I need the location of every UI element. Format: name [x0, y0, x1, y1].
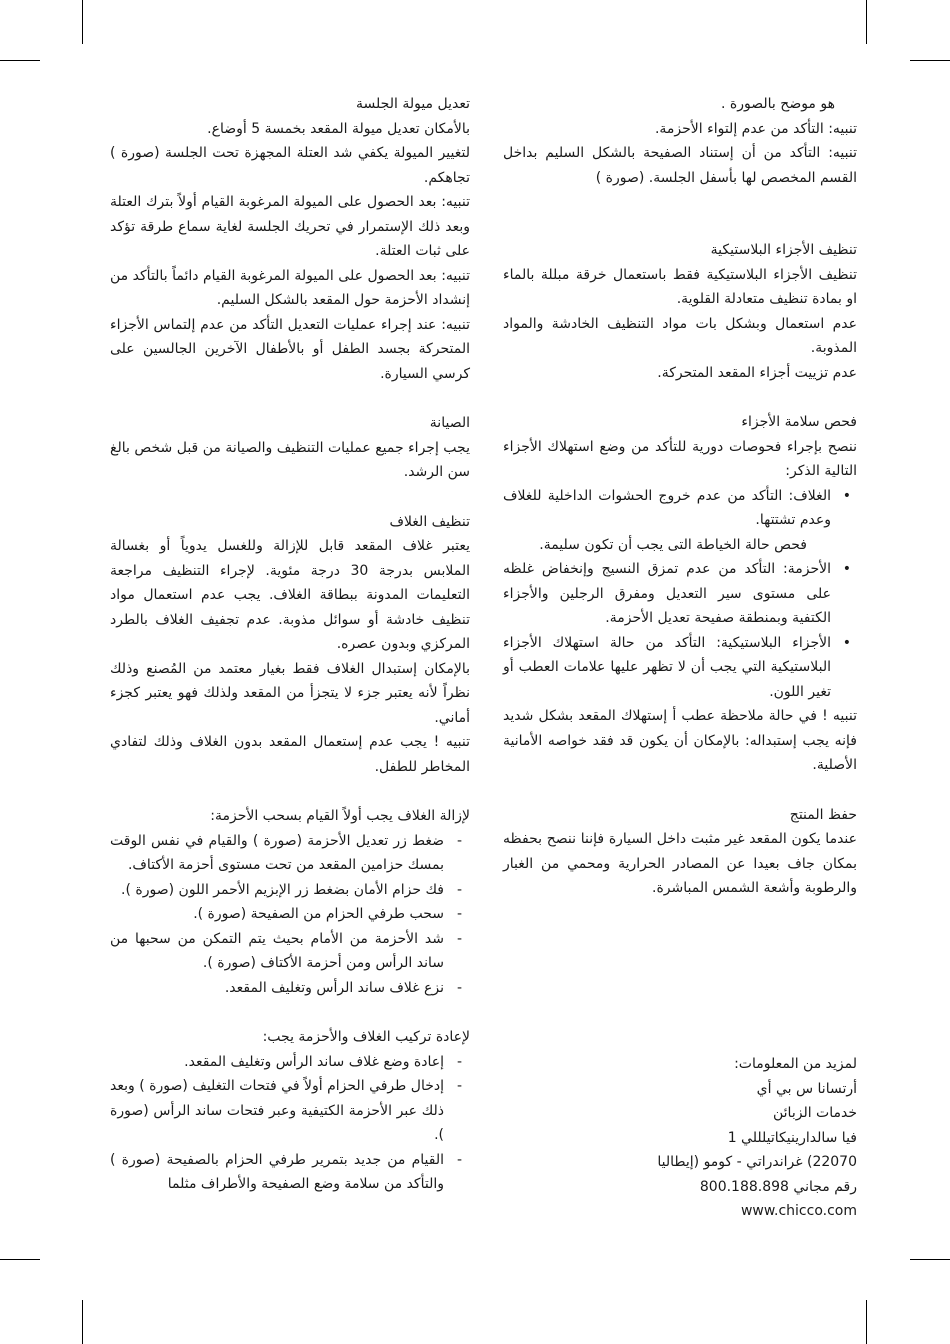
crop-mark-top-right-h	[910, 60, 950, 61]
crop-mark-bottom-right	[866, 1300, 867, 1344]
section-title-recline: تعديل ميولة الجلسة	[356, 96, 470, 112]
section-title-plastic-cleaning: تنظيف الأجزاء البلاستيكية	[710, 242, 857, 258]
cover-cleaning-paragraph: بالإمكان إستبدال الغلاف فقط بغيار معتمد من المُصنع وذلك نظراً لأنه يعتبر جزء لا يتجزأ من المقعد ولذلك فهو يعتبر كجزء أماني.	[110, 660, 470, 726]
section-title-cover-refit: لإعادة تركيب الغلاف والأحزمة يجب:	[262, 1029, 470, 1045]
recline-paragraph: بالأمكان تعديل ميولة المقعد بخمسة 5 أوضاع.	[207, 120, 470, 137]
list-item: - القيام من جديد بتمرير طرفي الحزام بالصفيحة (صورة ) والتأكد من سلامة وضع الصفيحة والأطراف مثلما	[110, 1148, 470, 1197]
recline-section	[110, 92, 470, 386]
crop-mark-bottom-left-h	[0, 1259, 40, 1260]
contact-block	[600, 1052, 857, 1224]
right-column	[503, 92, 857, 901]
maintenance-section	[110, 411, 470, 485]
section-title-parts-check: فحص سلامة الأجزاء	[741, 414, 857, 430]
parts-check-warning: تنبيه ! في حالة ملاحظة عطب أ إستهلاك المقعد بشكل شديد فإنه يجب إستبداله: بالإمكان أن يكون قد فقد خواصه الأمانية الأصلية.	[503, 708, 857, 773]
parts-check-intro: ننصح بإجراء فحوصات دورية للتأكد من وضع استهلاك الأجزاء التالية الذكر:	[503, 438, 857, 479]
cover-cleaning-section	[110, 510, 470, 780]
crop-mark-top-left	[82, 0, 83, 44]
section-title-cover-cleaning: تنظيف الغلاف	[389, 513, 470, 530]
crop-mark-bottom-left	[82, 1300, 83, 1344]
parts-check-section	[503, 410, 857, 778]
plastic-cleaning-paragraph: عدم تزييت أجزاء المقعد المتحركة.	[657, 364, 857, 381]
crop-mark-top-left-h	[0, 60, 40, 61]
contact-website-link[interactable]: www.chicco.com	[740, 1203, 857, 1219]
contact-department: خدمات الزبائن	[773, 1105, 857, 1121]
recline-paragraph: تنبيه: بعد الحصول على الميولة المرغوبة القيام دائماً بالتأكد من إنشداد الأحزمة حول المقعد بالشكل السليم.	[110, 267, 470, 308]
parts-check-sub-note: فحص حالة الخياطة التى يجب أن تكون سليمة.	[539, 536, 807, 553]
storage-text: عندما يكون المقعد غير مثبت داخل السيارة فإننا ننصح بحفظه بمكان جاف بعيدا عن المصادر الحرارية ومحمي من الغبار والرطوبة وأشعة الشمس المباشرة.	[503, 831, 857, 896]
cover-removal-section	[110, 804, 470, 1000]
parts-check-list-2	[503, 557, 857, 704]
recline-paragraph: تنبيه: عند إجراء عمليات التعديل التأكد من عدم إلتماس الأجزاء المتحركة بجسد الطفل أو بالأطفال الآخرين الجالسين على كرسي السيارة.	[110, 316, 470, 382]
crop-mark-bottom-right-h	[910, 1259, 950, 1260]
plastic-cleaning-paragraph: تنظيف الأجزاء البلاستيكية فقط باستعمال خرقة مبللة بالماء او بمادة تنظيف متعادلة القلوية.	[503, 266, 857, 307]
parts-check-list	[503, 484, 857, 533]
contact-company: أرتسانا س بي أي	[756, 1080, 857, 1097]
cover-cleaning-paragraph: يعتبر غلاف المقعد قابل للإزالة وللغسل يدوياً أو بغسالة الملابس بدرجة 30 درجة مئوية. لإجراء التنظيف مراجعة التعليمات المدونة ببطاقة الغلاف. يجب عدم استعمال مواد تنظيف خادشة أو سوائل مذوبة. عدم تجفيف الغلاف بالطرد المركزي وبدون عصره.	[110, 538, 470, 652]
cover-refit-section	[110, 1025, 470, 1197]
list-item: • الغلاف: التأكد من عدم خروج الحشوات الداخلية للغلاف وعدم تشتتها.	[503, 484, 857, 533]
intro-line-3: تنبيه: التأكد من أن إستناد الصفيحة بالشكل السليم بداخل القسم المخصص لها بأسفل الجلسة. (صورة )	[503, 145, 857, 186]
cover-refit-steps	[110, 1050, 470, 1197]
plastic-cleaning-paragraph: عدم استعمال وبشكل بات مواد التنظيف الخادشة والمواد المذوبة.	[503, 315, 857, 356]
maintenance-text: يجب إجراء جميع عمليات التنظيف والصيانة من قبل شخص بالغ سن الرشد.	[110, 439, 470, 480]
left-column	[110, 92, 470, 1197]
intro-line-2: تنبيه: التأكد من عدم إلتواء الأحزمة.	[654, 120, 857, 137]
section-title-storage: حفظ المنتج	[789, 806, 857, 823]
list-item: • الأحزمة: التأكد من عدم تمزق النسيج وإنخفاض غلظه على مستوى سير التعديل ومفرق الرجلين والأجزاء الكتفية وبمنطقة صفيحة تعديل الأحزمة.	[503, 557, 857, 631]
cover-cleaning-paragraph: تنبيه ! يجب عدم إستعمال المقعد بدون الغلاف وذلك لتفادي المخاطر للطفل.	[110, 734, 470, 775]
list-item: • الأجزاء البلاستيكية: التأكد من حالة استهلاك الأجزاء البلاستيكية التي يجب أن لا تظهر عليها علامات العطب أو تغير اللون.	[503, 631, 857, 705]
plastic-cleaning-section	[503, 238, 857, 385]
section-title-cover-removal: لإزالة الغلاف يجب أولاً القيام بسحب الأحزمة:	[210, 808, 470, 824]
intro-line-1: هو موضح بالصورة .	[721, 96, 835, 112]
recline-paragraph: تنبيه: بعد الحصول على الميولة المرغوبة القيام أولاً بترك العتلة وبعد ذلك الإستمرار في تحريك الجلسة لغاية سماع طرقة تؤكد على ثبات العتلة.	[110, 194, 470, 259]
contact-phone: رقم مجاني 800.188.898	[699, 1178, 857, 1195]
list-item: - إعادة وضع غلاف ساند الرأس وتغليف المقعد.	[110, 1050, 470, 1075]
cover-removal-steps	[110, 829, 470, 1001]
list-item: - فك حزام الأمان بضغط زر الإبزيم الأحمر اللون (صورة ).	[110, 878, 470, 903]
list-item: - نزع غلاف ساند الرأس وتغليف المقعد.	[110, 976, 470, 1001]
storage-section	[503, 803, 857, 901]
list-item: - سحب طرفي الحزام من الصفيحة (صورة ).	[110, 902, 470, 927]
contact-title: لمزيد من المعلومات:	[734, 1056, 857, 1072]
recline-paragraph: لتغيير الميولة يكفي شد العتلة المجهزة تحت الجلسة (صورة ) تجاهكم.	[110, 145, 470, 186]
crop-mark-top-right	[866, 0, 867, 44]
contact-city: 22070) غراندراتي - كومو (إيطاليا	[657, 1154, 857, 1170]
section-title-maintenance: الصيانة	[429, 415, 470, 431]
list-item: - شد الأحزمة من الأمام بحيث يتم التمكن من سحبها من ساند الرأس ومن أحزمة الأكتاف (صورة ).	[110, 927, 470, 976]
contact-street: فيا سالدارينيكاتيلللي 1	[727, 1129, 857, 1146]
list-item: - إدخال طرفي الحزام أولاً في فتحات التغليف (صورة ) وبعد ذلك عبر الأحزمة الكتيفية وعبر فتحات ساند الرأس (صورة ).	[110, 1074, 470, 1148]
list-item: - ضغط زر تعديل الأحزمة (صورة ) والقيام في نفس الوقت بمسك حزامين المقعد من تحت مستوى أحزمة الأكتاف.	[110, 829, 470, 878]
